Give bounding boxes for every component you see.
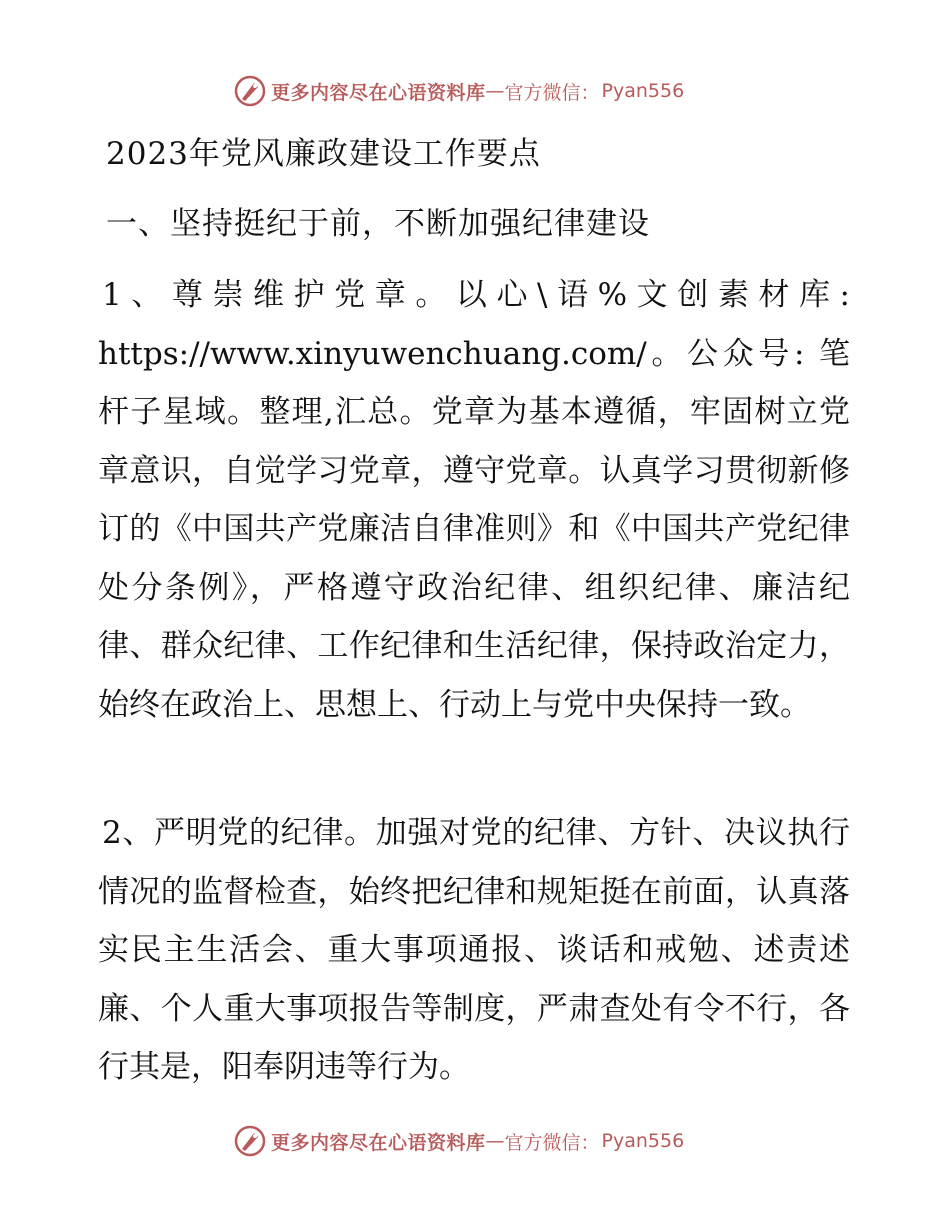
pen-nib-icon [233, 74, 267, 108]
pen-nib-icon [233, 1124, 267, 1158]
header-watermark [233, 74, 684, 108]
watermark-wechat-label: 官方微信： [504, 81, 600, 104]
footer-watermark [233, 1124, 684, 1158]
watermark-text: 更多内容尽在心语资料库 [271, 1131, 486, 1154]
paragraph-1: 1、尊崇维护党章。以心\语%文创素材库: https://www.xinyuwenchuang.com/。公众号: 笔杆子星域。整理,汇总。党章为基本遵循，牢固树立党章意识，自觉学习党章，遵守党章。认真学习贯彻新修订的《中国共产党廉洁自律准则》和《中国共产党纪律处分条例》，严格遵守政治纪律、组织纪律、廉洁纪律、群众纪律、工作纪律和生活纪律，保持政治定力，始终在政治上、思想上、行动上与党中央保持一致。 [98, 277, 850, 723]
watermark-wechat-id: Pyan556 [601, 80, 685, 102]
paragraph-2: 2、严明党的纪律。加强对党的纪律、方针、决议执行情况的监督检查，始终把纪律和规矩挺在前面，认真落实民主生活会、重大事项通报、谈话和戒勉、述责述廉、个人重大事项报告等制度，严肃查处有令不行，各行其是，阳奉阴违等行为。 [98, 815, 850, 1085]
page-title: 2023年党风廉政建设工作要点 [106, 136, 541, 172]
watermark-separator: — [485, 80, 505, 102]
section-heading: 一、坚持挺纪于前，不断加强纪律建设 [106, 206, 650, 242]
watermark-wechat-label: 官方微信： [504, 1131, 600, 1154]
watermark-wechat-id: Pyan556 [601, 1130, 685, 1152]
watermark-text: 更多内容尽在心语资料库 [271, 81, 486, 104]
watermark-separator: — [485, 1130, 505, 1152]
